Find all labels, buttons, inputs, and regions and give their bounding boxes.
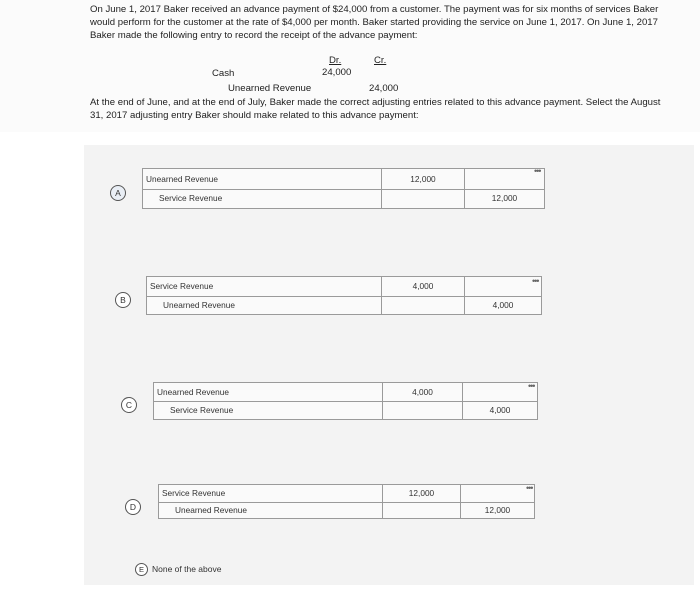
option-a-credit-amount: 12,000 [491, 193, 518, 204]
option-a-credit-account: Service Revenue [143, 189, 382, 209]
option-d-credit-amount: 12,000 [484, 504, 511, 515]
option-a-debit-account: Unearned Revenue [143, 169, 382, 189]
option-a-radio[interactable]: A [110, 185, 126, 201]
option-c-more-icon[interactable]: ••• [528, 381, 535, 391]
option-c-debit-amount: 4,000 [383, 383, 463, 401]
option-a-debit-credit-cell [465, 169, 544, 189]
option-c-debit-credit-cell [463, 383, 537, 401]
option-b-debit-account: Service Revenue [147, 277, 382, 296]
question-prompt: At the end of June, and at the end of July, Baker made the correct adjusting entries related to this advance payment. Select the August 31, 2017 adjusting entry Baker should make related to this advance payment: [90, 97, 661, 122]
option-b-debit-credit-cell [465, 277, 541, 296]
option-d-debit-credit-cell [461, 485, 534, 502]
cr-heading: Cr. [374, 55, 387, 66]
option-a-credit-row [143, 189, 544, 209]
option-a-credit-debit-cell [382, 189, 465, 209]
option-b-radio[interactable]: B [115, 292, 131, 308]
option-d-credit-row [159, 502, 534, 519]
option-c-entry[interactable] [153, 382, 538, 420]
option-d-more-icon[interactable]: ••• [526, 483, 533, 493]
option-d-debit-amount: 12,000 [383, 485, 461, 502]
option-a-entry[interactable] [142, 168, 545, 209]
option-c-credit-row [154, 401, 537, 419]
entry-credit-amount: 24,000 [369, 83, 399, 94]
option-d-entry[interactable] [158, 484, 535, 519]
option-b-credit-account: Unearned Revenue [147, 296, 382, 315]
option-e-label[interactable]: None of the above [152, 564, 222, 574]
option-c-debit-account: Unearned Revenue [154, 383, 383, 401]
option-d-debit-row [159, 485, 534, 503]
answer-options-panel [84, 145, 694, 585]
option-d-debit-account: Service Revenue [159, 485, 383, 502]
option-b-debit-row [147, 277, 541, 297]
option-c-radio[interactable]: C [121, 397, 137, 413]
option-c-debit-row [154, 383, 537, 402]
option-b-entry[interactable] [146, 276, 542, 315]
question-intro: On June 1, 2017 Baker received an advance payment of $24,000 from a customer. The payment was for six months of services Baker would perform for the customer at the rate of $4,000 per month. Baker started providing the service on June 1, 2017. On June 1, 2017 Baker made the following entry to record the receipt of the advance payment: [90, 4, 659, 42]
question-header [0, 0, 700, 132]
option-b-credit-row [147, 296, 541, 315]
option-c-credit-debit-cell [383, 401, 463, 419]
option-b-credit-debit-cell [382, 296, 465, 315]
option-a-debit-amount: 12,000 [382, 169, 465, 189]
option-b-more-icon[interactable]: ••• [532, 276, 539, 286]
option-c-credit-amount: 4,000 [489, 405, 511, 415]
dr-heading: Dr. [329, 55, 342, 66]
option-a-more-icon[interactable]: ••• [534, 166, 541, 176]
option-b-debit-amount: 4,000 [382, 277, 465, 296]
entry-credit-account: Unearned Revenue [228, 83, 312, 94]
option-e-radio[interactable]: E [135, 563, 148, 576]
option-d-radio[interactable]: D [125, 499, 141, 515]
entry-debit-amount: 24,000 [322, 67, 352, 78]
option-c-credit-account: Service Revenue [154, 401, 383, 419]
option-a-debit-row [143, 169, 544, 190]
entry-debit-account: Cash [212, 68, 235, 79]
option-d-credit-account: Unearned Revenue [159, 502, 383, 519]
option-d-credit-debit-cell [383, 502, 461, 519]
option-b-credit-amount: 4,000 [492, 299, 514, 310]
